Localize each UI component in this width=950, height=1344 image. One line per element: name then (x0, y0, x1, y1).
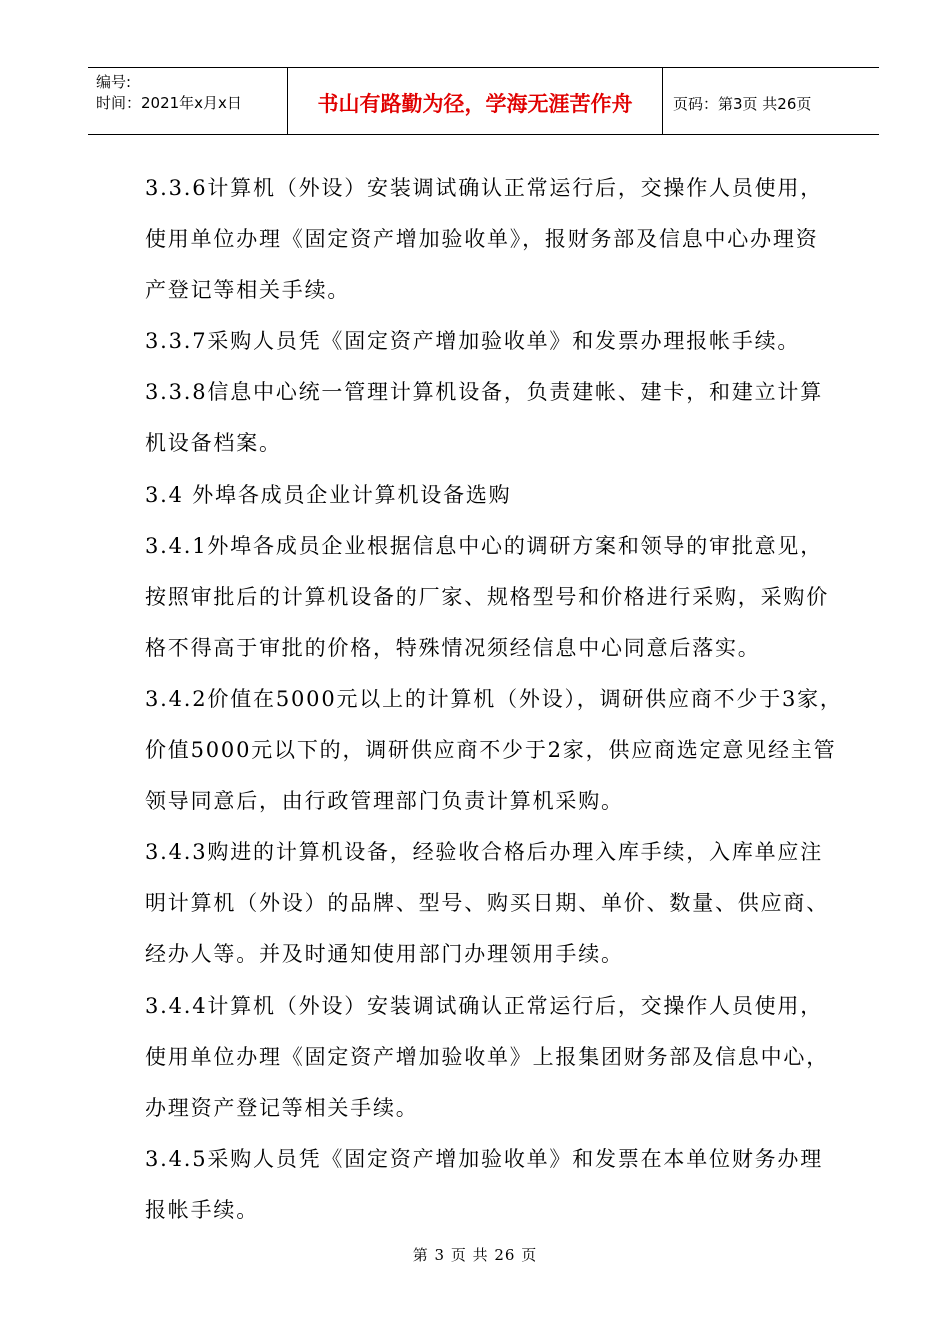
header-meta-cell (88, 68, 288, 134)
document-time-label: 时间：2021年x月x日 (96, 94, 242, 112)
document-body (145, 163, 843, 1236)
body-line: 3.4.1外埠各成员企业根据信息中心的调研方案和领导的审批意见， (145, 533, 824, 558)
page-header (88, 67, 879, 135)
header-motto: 书山有路勤为径，学海无涯苦作舟 (288, 68, 663, 134)
body-line: 领导同意后，由行政管理部门负责计算机采购。 (145, 789, 624, 814)
header-page-info: 页码：第3页 共26页 (673, 94, 812, 113)
body-line: 明计算机（外设）的品牌、型号、购买日期、单价、数量、供应商、 (145, 891, 829, 916)
body-line: 3.4.5采购人员凭《固定资产增加验收单》和发票在本单位财务办理 (145, 1146, 824, 1171)
body-line: 机设备档案。 (145, 431, 282, 456)
body-line: 3.4.2价值在5000元以上的计算机（外设），调研供应商不少于3家， (145, 686, 843, 711)
body-line: 格不得高于审批的价格，特殊情况须经信息中心同意后落实。 (145, 635, 761, 660)
body-line: 办理资产登记等相关手续。 (145, 1095, 419, 1120)
body-line: 3.4.4计算机（外设）安装调试确认正常运行后，交操作人员使用， (145, 993, 824, 1018)
body-line: 经办人等。并及时通知使用部门办理领用手续。 (145, 942, 624, 967)
section-heading: 3.4 外埠各成员企业计算机设备选购 (145, 482, 512, 507)
page-footer: 第 3 页 共 26 页 (412, 1246, 538, 1264)
body-line: 3.3.8信息中心统一管理计算机设备，负责建帐、建卡，和建立计算 (145, 380, 824, 405)
body-line: 使用单位办理《固定资产增加验收单》上报集团财务部及信息中心， (145, 1044, 829, 1069)
body-line: 使用单位办理《固定资产增加验收单》，报财务部及信息中心办理资 (145, 227, 819, 252)
body-line: 产登记等相关手续。 (145, 278, 351, 303)
body-line: 3.3.7采购人员凭《固定资产增加验收单》和发票办理报帐手续。 (145, 329, 801, 354)
document-number-label: 编号: (96, 73, 132, 91)
body-line: 3.3.6计算机（外设）安装调试确认正常运行后，交操作人员使用， (145, 176, 824, 200)
body-line: 价值5000元以下的，调研供应商不少于2家，供应商选定意见经主管 (145, 738, 837, 763)
body-line: 按照审批后的计算机设备的厂家、规格型号和价格进行采购，采购价 (145, 584, 829, 609)
body-line: 3.4.3购进的计算机设备，经验收合格后办理入库手续，入库单应注 (145, 840, 824, 865)
body-line: 报帐手续。 (145, 1197, 259, 1222)
